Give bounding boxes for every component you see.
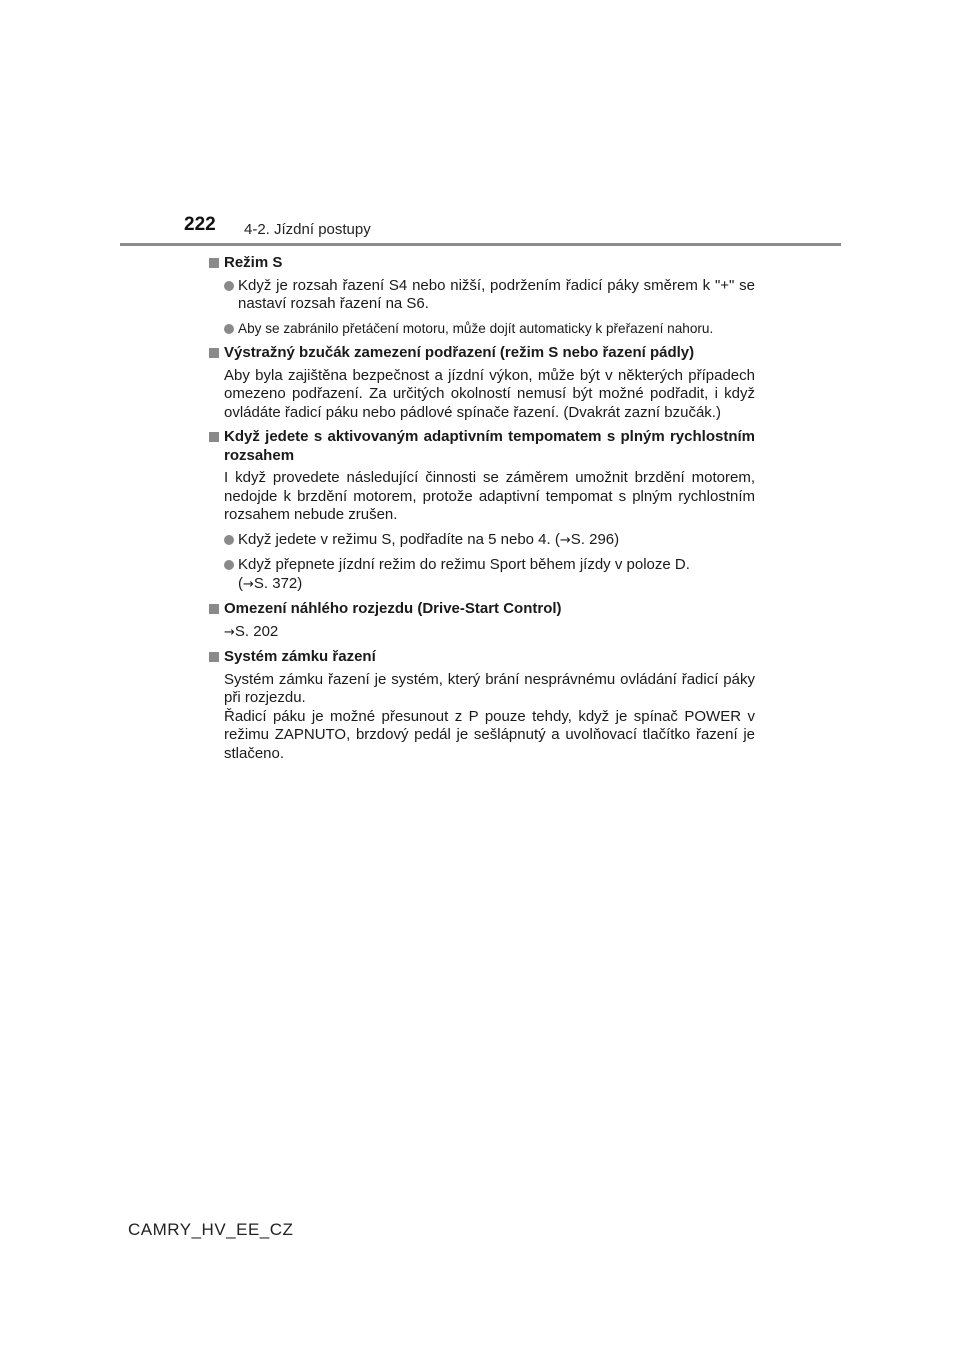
section-heading — [209, 600, 755, 619]
section-adaptive-cruise — [209, 428, 755, 594]
list-item — [209, 531, 755, 551]
heading-text: Režim S — [224, 254, 283, 271]
arrow-icon: → — [224, 624, 235, 640]
section-drive-start-control — [209, 600, 755, 642]
section-heading — [209, 428, 755, 465]
section-heading — [209, 648, 755, 667]
round-bullet-icon — [224, 281, 234, 291]
paragraph-line: Systém zámku řazení je systém, který brání nesprávnému ovládání řadicí páky při rozjezdu. — [224, 670, 755, 706]
heading-text: Výstražný bzučák zamezení podřazení (režim S nebo řazení pádly) — [224, 344, 695, 361]
page-reference-link[interactable]: S. 202 — [234, 622, 279, 640]
page-reference — [209, 623, 755, 643]
square-bullet-icon — [209, 604, 219, 614]
bullet-text-start: Když jedete v režimu S, podřadíte na 5 nebo 4. ( — [238, 530, 560, 548]
section-title: 4-2. Jízdní postupy — [244, 221, 371, 238]
section-downshift-buzzer — [209, 344, 755, 422]
paragraph: I když provedete následující činnosti se záměrem umožnit brzdění motorem, nedojde k brzdění motorem, protože adaptivní tempomat s plným rychlostním rozsahem nebude zrušen. — [224, 469, 755, 523]
bullet-text: Aby se zabránilo přetáčení motoru, může dojít automaticky k přeřazení nahoru. — [238, 320, 714, 336]
round-bullet-icon — [224, 535, 234, 545]
square-bullet-icon — [209, 258, 219, 268]
list-item — [209, 277, 755, 314]
paragraph — [209, 671, 755, 764]
paragraph-line: Řadicí páku je možné přesunout z P pouze tehdy, když je spínač POWER v režimu ZAPNUTO, brzdový pedál je sešlápnutý a uvolňovací tlačítko řazení je stlačeno. — [224, 707, 755, 762]
square-bullet-icon — [209, 432, 219, 442]
page-number: 222 — [184, 214, 216, 235]
bullet-text-start: Když přepnete jízdní režim do režimu Sport během jízdy v poloze D. — [238, 556, 690, 573]
section-heading — [209, 344, 755, 363]
arrow-icon: → — [559, 532, 571, 548]
page-reference-link[interactable]: S. 372) — [253, 574, 303, 592]
list-item — [209, 320, 755, 339]
footer-model-code: CAMRY_HV_EE_CZ — [128, 1220, 294, 1239]
round-bullet-icon — [224, 560, 234, 570]
section-heading — [209, 254, 755, 273]
section-shift-lock — [209, 648, 755, 763]
square-bullet-icon — [209, 348, 219, 358]
paragraph: Aby byla zajištěna bezpečnost a jízdní výkon, může být v některých případech omezeno podřazení. Za určitých okolností nemusí být možné podřadit, i když ovládáte řadicí páku nebo pádlové spínače řazení. (Dvakrát zazní bzučák.) — [224, 366, 755, 421]
round-bullet-icon — [224, 324, 234, 334]
square-bullet-icon — [209, 652, 219, 662]
page-reference-link[interactable]: S. 296) — [570, 530, 620, 548]
header-rule — [120, 243, 841, 246]
page-content — [209, 254, 755, 769]
heading-text: Když jedete s aktivovaným adaptivním tempomatem s plným rychlostním rozsahem — [224, 428, 755, 464]
section-rezim-s — [209, 254, 755, 338]
heading-text: Systém zámku řazení — [224, 648, 376, 665]
arrow-icon: → — [243, 576, 254, 592]
heading-text: Omezení náhlého rozjezdu (Drive-Start Control) — [224, 600, 562, 617]
bullet-text: Když je rozsah řazení S4 nebo nižší, podržením řadicí páky směrem k "+" se nastaví rozsah řazení na S6. — [238, 276, 755, 312]
list-item: Když přepnete jízdní režim do režimu Sport během jízdy v poloze D. (→S. 372) — [209, 556, 755, 594]
